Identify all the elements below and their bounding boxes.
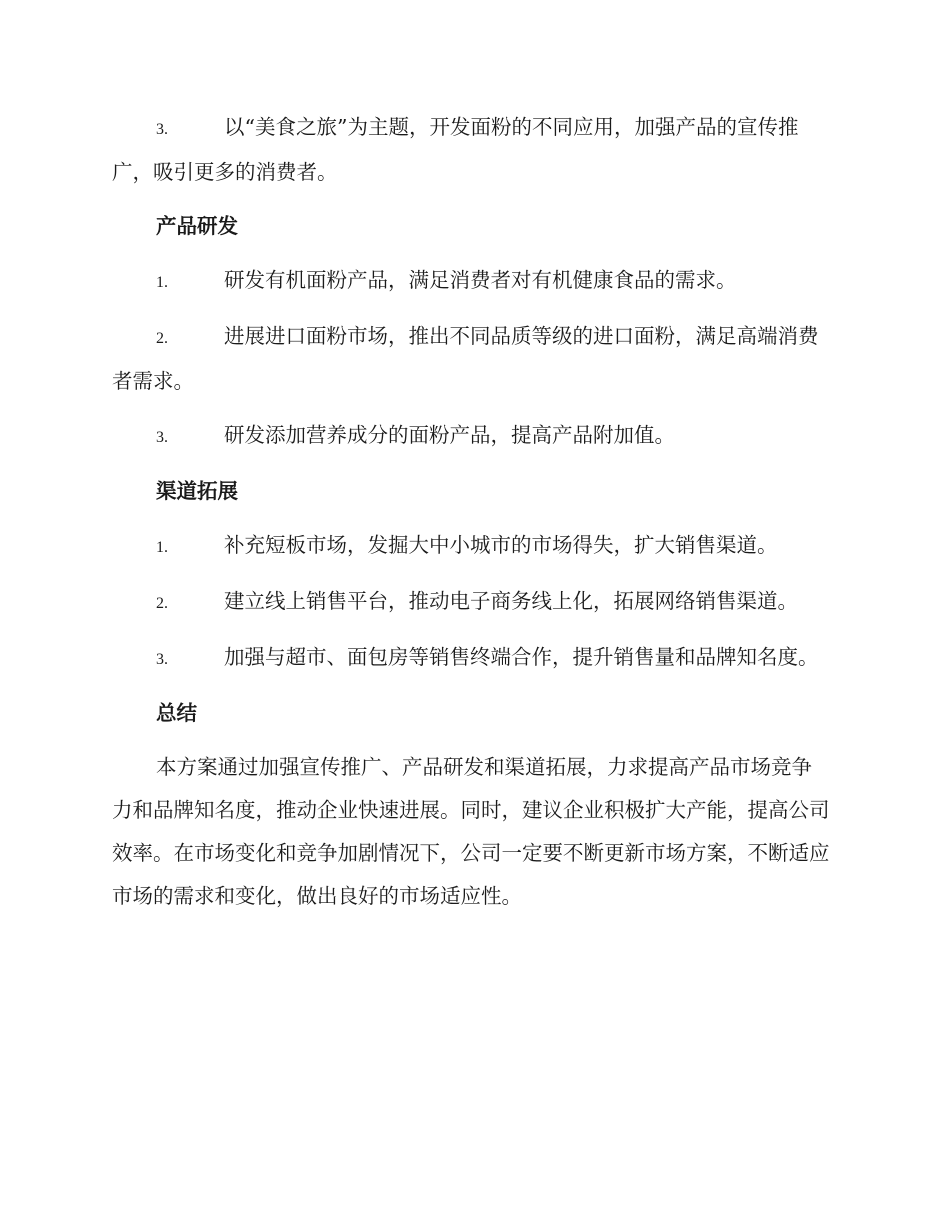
list-item [112,106,832,194]
list-text: 研发有机面粉产品，满足消费者对有机健康食品的需求。 [224,268,737,292]
section-heading-product-development: 产品研发 [156,214,238,238]
list-item [112,259,832,304]
list-item [112,315,832,403]
list-item [112,524,832,569]
list-number: 3. [156,651,168,668]
list-text: 以“美食之旅”为主题，开发面粉的不同应用，加强产品的宣传推广，吸引更多的消费者。 [112,115,799,184]
list-text: 建立线上销售平台，推动电子商务线上化，拓展网络销售渠道。 [224,589,798,613]
summary-paragraph: 本方案通过加强宣传推广、产品研发和渠道拓展，力求提高产品市场竞争力和品牌知名度，推动企业快速进展。同时，建议企业积极扩大产能，提高公司效率。在市场变化和竞争加剧情况下，公司一定要不断更新市场方案，不断适应市场的需求和变化，做出良好的市场适应性。 [112,755,830,908]
list-number: 3. [156,121,168,138]
list-number: 2. [156,595,168,612]
list-text: 补充短板市场，发掘大中小城市的市场得失，扩大销售渠道。 [224,533,778,557]
section-heading-summary: 总结 [156,701,197,725]
list-text: 加强与超市、面包房等销售终端合作，提升销售量和品牌知名度。 [224,645,819,669]
list-item [112,636,832,681]
list-number: 2. [156,330,168,347]
document-page [112,106,832,918]
list-number: 1. [156,274,168,291]
list-number: 3. [156,429,168,446]
list-text: 进展进口面粉市场，推出不同品质等级的进口面粉，满足高端消费者需求。 [112,324,819,393]
list-number: 1. [156,539,168,556]
section-heading-channel-expansion: 渠道拓展 [156,479,238,503]
list-item [112,414,832,459]
list-item [112,580,832,625]
list-text: 研发添加营养成分的面粉产品，提高产品附加值。 [224,423,675,447]
